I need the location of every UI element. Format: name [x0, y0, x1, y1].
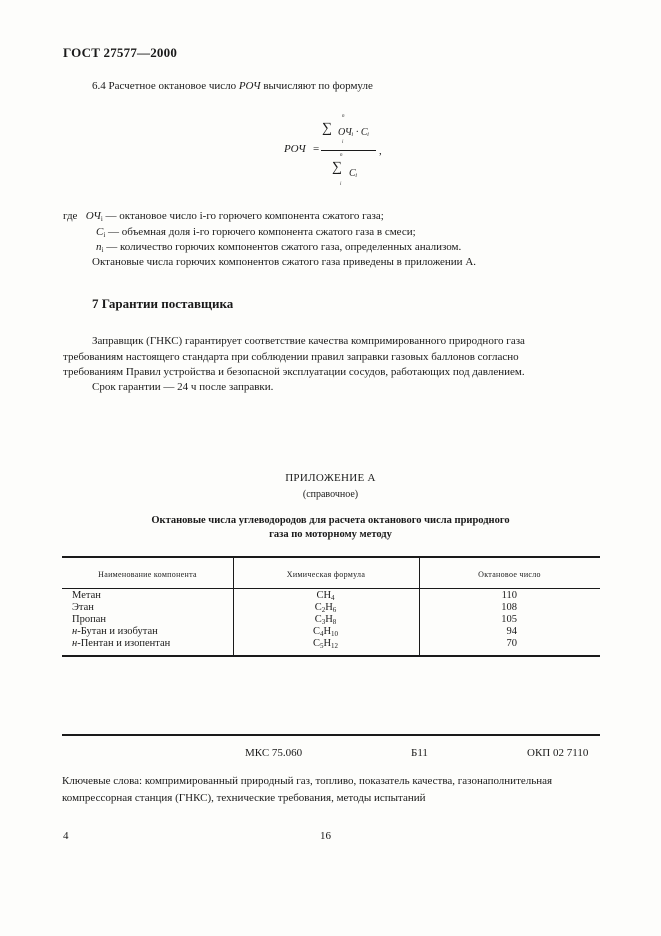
formula-den-term: Cᵢ [349, 168, 358, 179]
table-row-octane: 110 [501, 590, 517, 601]
octane-formula [282, 112, 392, 192]
intro-prefix: 6.4 Расчетное октановое число [92, 80, 237, 92]
formula-num-sum: ∑ [322, 121, 332, 136]
table-title-line-2: газа по моторному методу [269, 529, 392, 540]
page-number-center: 16 [320, 830, 331, 842]
b-code: Б11 [411, 747, 428, 759]
table-row-formula: $CH_4$ [316, 590, 335, 602]
formula-lhs: РОЧ [284, 143, 306, 155]
table-row-formula: $C_2H_6$ [314, 602, 337, 614]
appendix-title: ПРИЛОЖЕНИЕ А [285, 472, 376, 484]
column-header-octane: Октановое число [478, 570, 541, 579]
def-text: — объемная доля i-го горючего компонента сжатого газа в смеси; [108, 226, 416, 238]
formula-den-sum: ∑ [332, 160, 342, 175]
formula-num-term: ОЧᵢ · Cᵢ [338, 127, 370, 138]
table-row-formula: $C_3H_8$ [314, 614, 337, 626]
def-symbol: n [96, 241, 102, 253]
warranty-period: Срок гарантии — 24 ч после заправки. [92, 381, 274, 393]
table-title-line-1: Октановые числа углеводородов для расчета октанового числа природного [151, 515, 510, 526]
formula-num-sub: i [342, 140, 344, 145]
def-text: — количество горючих компонентов сжатого газа, определенных анализом. [106, 241, 462, 253]
table-row-name: Этан [72, 602, 94, 613]
table-row-name: н-Пентан и изопентан [72, 638, 171, 649]
intro-symbol: РОЧ [238, 80, 261, 92]
definition-n [96, 241, 461, 254]
appendix-note: (справочное) [302, 489, 359, 500]
table-row-formula: $C_4H_{10}$ [312, 626, 339, 638]
formula-den-sub: i [340, 182, 342, 187]
def-sub: i [100, 215, 103, 223]
formula-den-top: n [340, 153, 343, 158]
table-row-name: Метан [72, 590, 101, 601]
formula-num-top: n [342, 114, 345, 119]
table-row-octane: 70 [506, 638, 517, 649]
page-number-left: 4 [63, 830, 69, 842]
section-7-para-line-2: требованиям настоящего стандарта при соблюдении правил заправки газовых баллонов согласно [63, 351, 519, 363]
column-header-formula: Химическая формула [286, 570, 366, 579]
formula-comma: , [379, 145, 382, 157]
def-sub: i [103, 231, 106, 239]
definitions-lead: где [63, 210, 78, 222]
octane-table [62, 556, 600, 657]
table-header-rule [62, 588, 600, 589]
okp-code: ОКП 02 7110 [527, 747, 589, 759]
column-header-name: Наименование компонента [98, 570, 197, 579]
definition-c [96, 226, 416, 239]
table-row-formula: $C_5H_{12}$ [312, 638, 339, 650]
section-7-title: 7 Гарантии поставщика [92, 296, 234, 311]
def-symbol: C [96, 226, 104, 238]
fraction-bar [321, 150, 376, 151]
table-row-name: Пропан [72, 614, 106, 625]
standard-id: ГОСТ 27577—2000 [63, 45, 178, 60]
table-row-octane: 108 [501, 602, 517, 613]
table-row-name: н-Бутан и изобутан [72, 626, 158, 637]
definition-och [63, 210, 384, 223]
table-row-octane: 105 [501, 614, 517, 625]
definitions-note: Октановые числа горючих компонентов сжатого газа приведены в приложении А. [92, 256, 477, 268]
section-7-para-line-3: требованиям Правил устройства и безопасной эксплуатации сосудов, работающих под давлением. [63, 366, 525, 378]
formula-eq: = [313, 143, 320, 155]
section-7-para-line-1: Заправщик (ГНКС) гарантирует соответствие качества компримированного природного газа [92, 335, 525, 347]
section-6-4-intro [92, 80, 373, 92]
footer-rule [62, 734, 600, 736]
intro-suffix: вычисляют по формуле [263, 80, 373, 92]
def-text: — октановое число i-го горючего компонента сжатого газа; [105, 210, 384, 222]
mks-code: МКС 75.060 [245, 747, 303, 759]
table-row-octane: 94 [506, 626, 517, 637]
keywords: Ключевые слова: компримированный природный газ, топливо, показатель качества, газонаполнительная компрессорная станция (ГНКС), технические требования, методы испытаний [62, 775, 553, 804]
def-symbol: ОЧ [85, 210, 101, 222]
def-sub: i [101, 246, 104, 254]
